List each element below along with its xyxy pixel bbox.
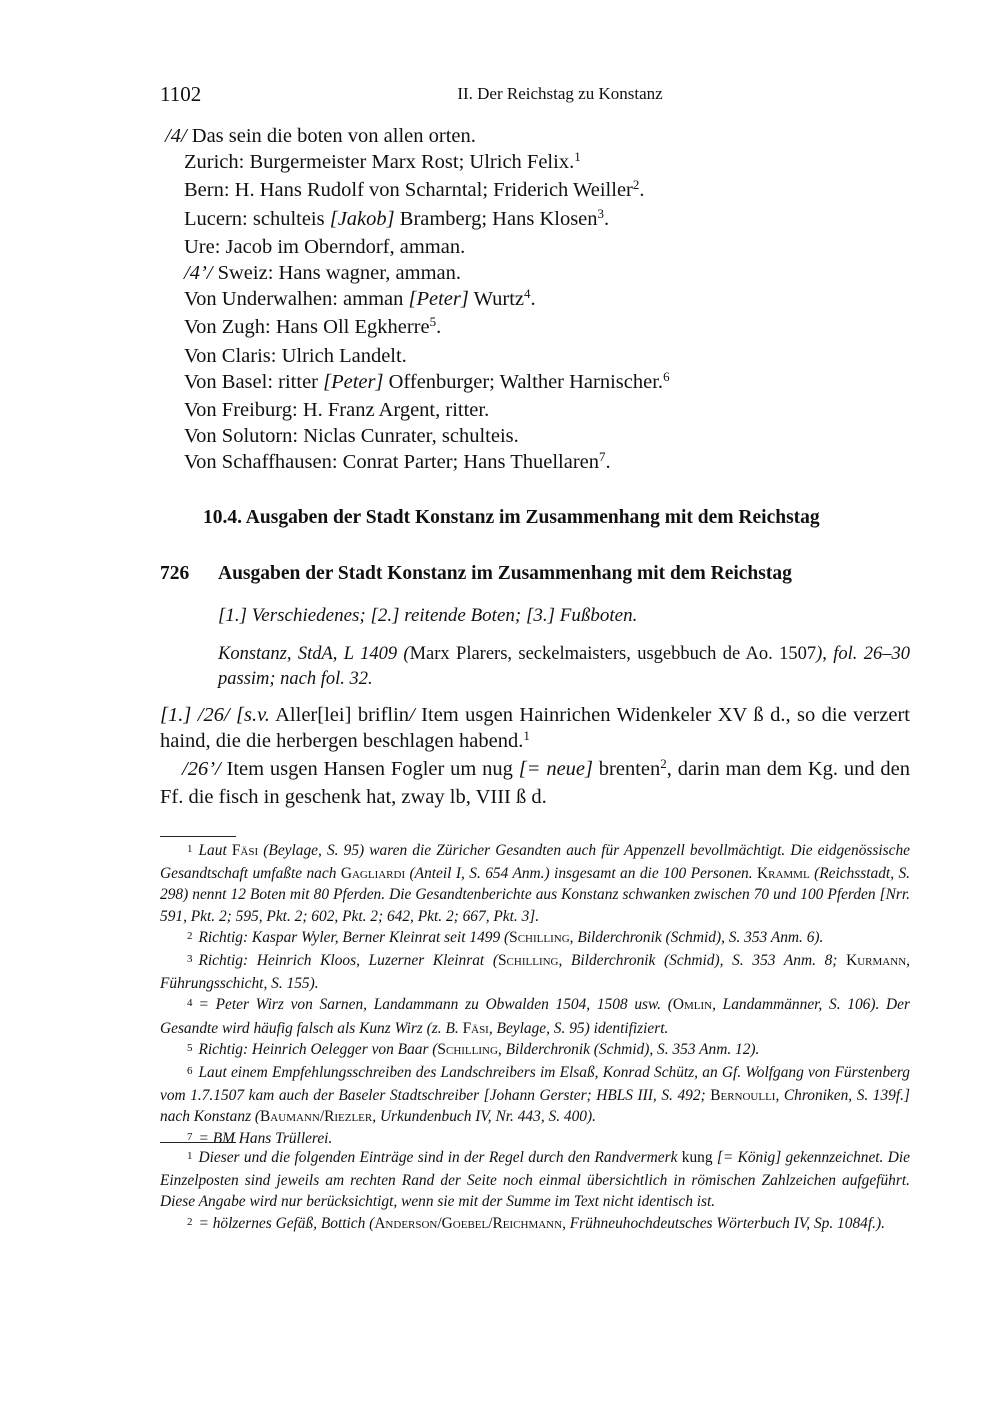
footnote: 1 Laut Fäsi (Beylage, S. 95) waren die Züricher Gesandten auch für Appenzell bevollmächtigt. Die eidgenössische Gesandtschaft umfaßte nach Gagliardi (Anteil I, S. 654 Anm.) insgesamt an die 100 Personen. Kramml (Reichsstadt, S. 298) nennt 12 Boten mit 80 Pferden. Die Gesandtenberichte aus Konstanz schwanken zwischen 70 und 100 Pferden [Nrr. 591, Pkt. 2; 595, Pkt. 2; 602, Pkt. 2; 642, Pkt. 2; 667, Pkt. 3].: [160, 842, 911, 925]
source-reference: Konstanz, StdA, L 1409 (Marx Plarers, seckelmaisters, usgebbuch de Ao. 1507), fol. 26–30 passim; nach fol. 32.: [218, 644, 910, 689]
section-heading: 10.4. Ausgaben der Stadt Konstanz im Zusammenhang mit dem Reichstag: [203, 507, 820, 528]
document-number: 726: [160, 563, 190, 584]
footnote-divider: [160, 1142, 236, 1143]
list-item: Zurich: Burgermeister Marx Rost; Ulrich Felix.$^1$: [184, 149, 581, 174]
footnotes-list: [160, 840, 910, 1151]
list-item: Lucern: schulteis [Jakob] Bramberg; Hans Klosen$^3$.: [184, 205, 610, 230]
document-regest: [1.] Verschiedenes; [2.] reitende Boten; [3.] Fußboten.: [218, 605, 638, 626]
envoy-list: [160, 123, 920, 478]
list-item: Von Schaffhausen: Conrat Parter; Hans Thuellaren$^7$.: [184, 449, 611, 474]
list-item: /4/ Das sein die boten von allen orten.: [165, 125, 476, 147]
list-item: Bern: H. Hans Rudolf von Scharntal; Friderich Weiller$^2$.: [184, 177, 645, 202]
body-paragraph: [1.] /26/ [s.v. Aller[lei] briflin/ Item usgen Hainrichen Widenkeler XV ß d., so die verzert haind, die die herbergen beschlagen habend.$^1$: [160, 704, 910, 752]
footnote: 2 Richtig: Kaspar Wyler, Berner Kleinrat seit 1499 (Schilling, Bilderchronik (Schmid), S. 353 Anm. 6).: [187, 928, 824, 946]
footnote-divider: [160, 836, 236, 837]
footnote: 5 Richtig: Heinrich Oelegger von Baar (Schilling, Bilderchronik (Schmid), S. 353 Anm. 12).: [187, 1040, 760, 1058]
footnote: 1 Dieser und die folgenden Einträge sind in der Regel durch den Randvermerk kung [= König] gekennzeichnet. Die Einzelposten sind jeweils am rechten Rand der Seite noch einmal übersichtlich in römischen Zahlzeichen aufgeführt. Diese Angabe wird nur berücksichtigt, wenn sie mit der Summe im Text nicht identisch ist.: [160, 1149, 910, 1211]
list-item: Von Solutorn: Niclas Cunrater, schulteis.: [184, 425, 519, 448]
document-heading: [160, 563, 792, 585]
page-header: [160, 82, 910, 108]
footnotes-list: [160, 1147, 910, 1236]
document-body: [160, 702, 910, 810]
list-item: Ure: Jacob im Oberndorf, amman.: [184, 235, 466, 258]
list-item: Von Claris: Ulrich Landelt.: [184, 344, 407, 367]
list-item: /4’/ Sweiz: Hans wagner, amman.: [184, 262, 461, 285]
document-title: Ausgaben der Stadt Konstanz im Zusammenhang mit dem Reichstag: [218, 563, 792, 584]
footnote: 7 = BM Hans Trüllerei.: [187, 1129, 333, 1147]
list-item: Von Basel: ritter [Peter] Offenburger; Walther Harnischer.$^6$: [184, 368, 670, 393]
footnote: 3 Richtig: Heinrich Kloos, Luzerner Kleinrat (Schilling, Bilderchronik (Schmid), S. 353 Anm. 8; Kurmann, Führungsschicht, S. 155).: [160, 952, 910, 993]
body-paragraph: /26’/ Item usgen Hansen Fogler um nug [= neue] brenten$^2$, darin man dem Kg. und den Ff. die fisch in geschenk hat, zway lb, VIII ß d.: [160, 756, 910, 808]
footnote: 4 = Peter Wirz von Sarnen, Landammann zu Obwalden 1504, 1508 usw. (Omlin, Landammänner, S. 106). Der Gesandte wird häufig falsch als Kunz Wirz (z. B. Fäsi, Beylage, S. 95) identifiziert.: [160, 996, 910, 1037]
list-item: Von Zugh: Hans Oll Egkherre$^5$.: [184, 314, 442, 339]
footnote: 6 Laut einem Empfehlungsschreiben des Landschreibers im Elsaß, Konrad Schütz, an Gf. Wolfgang von Fürstenberg vom 1.7.1507 kam auch der Baseler Stadtschreiber [Johann Gerster; HBLS III, S. 492; Bernoulli, Chroniken, S. 139f.] nach Konstanz (Baumann/Riezler, Urkundenbuch IV, Nr. 443, S. 400).: [160, 1064, 910, 1126]
page-number: 1102: [160, 82, 202, 106]
running-title: II. Der Reichstag zu Konstanz: [457, 84, 663, 103]
list-item: Von Freiburg: H. Franz Argent, ritter.: [184, 399, 490, 422]
footnote: 2 = hölzernes Gefäß, Bottich (Anderson/Goebel/Reichmann, Frühneuhochdeutsches Wörterbuch IV, Sp. 1084f.).: [187, 1214, 885, 1232]
list-item: Von Underwalhen: amman [Peter] Wurtz$^4$.: [184, 286, 536, 311]
